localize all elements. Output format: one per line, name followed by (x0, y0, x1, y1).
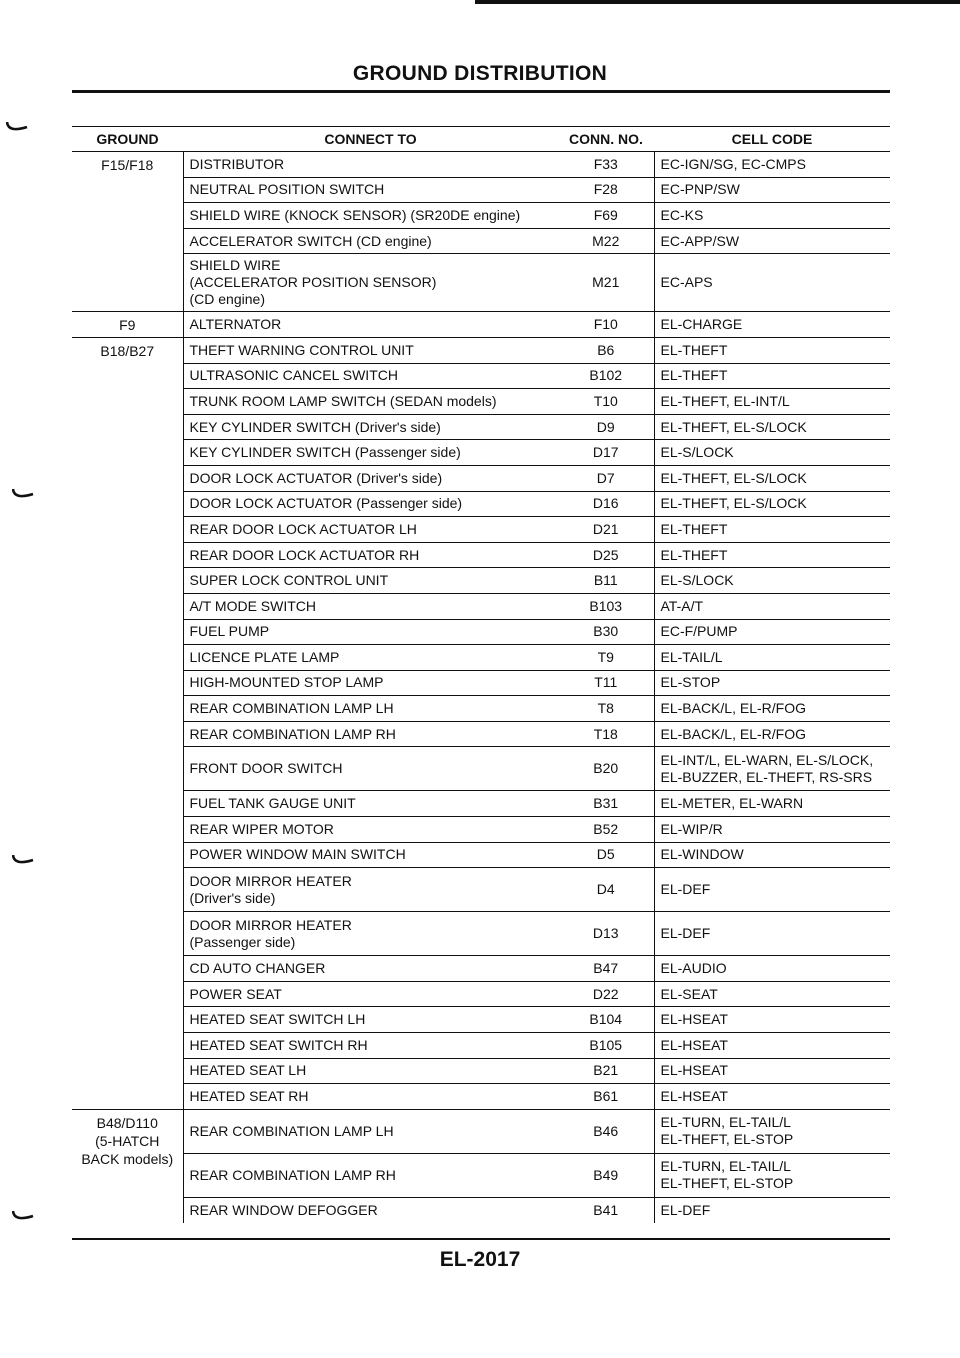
title-rule (72, 90, 890, 93)
connect-to-text: ACCELERATOR SWITCH (CD engine) (189, 232, 432, 249)
table-row (72, 312, 890, 338)
cell-code-cell (654, 817, 890, 843)
conn-no-cell: D17 (558, 440, 654, 466)
connect-to-text: SHIELD WIRE (KNOCK SENSOR) (SR20DE engine) (189, 206, 521, 223)
table-row (72, 1033, 890, 1059)
cell-code-text: EL-THEFT, EL-S/LOCK (660, 469, 807, 486)
table-row (72, 791, 890, 817)
conn-no-cell: T10 (558, 389, 654, 415)
cell-code-text: EL-HSEAT (660, 1011, 728, 1028)
connect-to-cell (183, 817, 558, 843)
conn-no-cell: D7 (558, 465, 654, 491)
cell-code-text: EC-PNP/SW (660, 181, 740, 198)
table-row (72, 337, 890, 363)
connect-to-cell (183, 1007, 558, 1033)
conn-no-cell: F69 (558, 203, 654, 229)
cell-code-cell (654, 312, 890, 338)
cell-code-text: EL-TAIL/L (660, 648, 723, 665)
table-row (72, 1109, 890, 1153)
table-row (72, 721, 890, 747)
connect-to-text: HIGH-MOUNTED STOP LAMP (189, 674, 384, 691)
conn-no-cell: F10 (558, 312, 654, 338)
cell-code-text: EL-THEFT, EL-STOP (660, 1175, 794, 1192)
connect-to-text: DOOR MIRROR HEATER (189, 916, 352, 933)
cell-code-cell (654, 414, 890, 440)
connect-to-cell (183, 1084, 558, 1110)
conn-no-cell: B105 (558, 1033, 654, 1059)
connect-to-cell (183, 152, 558, 178)
cell-code-text: EL-THEFT (660, 341, 728, 358)
connect-to-text: REAR DOOR LOCK ACTUATOR LH (189, 520, 417, 537)
conn-no-cell: B47 (558, 956, 654, 982)
cell-code-text: EL-SEAT (660, 985, 718, 1002)
conn-no-cell: D21 (558, 517, 654, 543)
table-row (72, 842, 890, 868)
connect-to-cell (183, 1197, 558, 1223)
connect-to-text: REAR COMBINATION LAMP RH (189, 1166, 396, 1183)
cell-code-cell (654, 593, 890, 619)
ground-cell (72, 312, 183, 338)
connect-to-cell (183, 1033, 558, 1059)
conn-no-cell: D16 (558, 491, 654, 517)
header-ground: GROUND (72, 127, 183, 152)
connect-to-cell (183, 721, 558, 747)
connect-to-text: HEATED SEAT SWITCH RH (189, 1036, 368, 1053)
connect-to-text: KEY CYLINDER SWITCH (Passenger side) (189, 444, 461, 461)
cell-code-cell (654, 389, 890, 415)
connect-to-text: TRUNK ROOM LAMP SWITCH (SEDAN models) (189, 392, 497, 409)
conn-no-cell: B103 (558, 593, 654, 619)
connect-to-text: (ACCELERATOR POSITION SENSOR) (189, 274, 437, 291)
table-row (72, 868, 890, 912)
table-row (72, 542, 890, 568)
connect-to-text: POWER SEAT (189, 985, 282, 1002)
connect-to-cell (183, 542, 558, 568)
conn-no-cell: B52 (558, 817, 654, 843)
cell-code-text: EL-THEFT (660, 546, 728, 563)
cell-code-cell (654, 619, 890, 645)
table-row (72, 491, 890, 517)
conn-no-cell: B41 (593, 1201, 619, 1218)
connect-to-text: REAR COMBINATION LAMP LH (189, 700, 394, 717)
table-row (72, 152, 890, 178)
cell-code-text: EC-APS (660, 274, 713, 291)
cell-code-text: EC-KS (660, 206, 704, 223)
ground-id: F9 (119, 317, 136, 334)
table-row (72, 228, 890, 254)
table-row (72, 981, 890, 1007)
table-row (72, 465, 890, 491)
conn-no-cell: T18 (558, 721, 654, 747)
conn-no-cell: B11 (558, 568, 654, 594)
cell-code-text: EL-THEFT, EL-S/LOCK (660, 495, 807, 512)
connect-to-text: REAR WIPER MOTOR (189, 820, 334, 837)
connect-to-cell (183, 177, 558, 203)
connect-to-text: REAR DOOR LOCK ACTUATOR RH (189, 546, 420, 563)
table-row (72, 177, 890, 203)
connect-to-text: LICENCE PLATE LAMP (189, 648, 340, 665)
cell-code-cell (654, 645, 890, 671)
cell-code-cell (654, 203, 890, 229)
conn-no-cell: M22 (558, 228, 654, 254)
cell-code-text: EL-DEF (660, 1201, 711, 1218)
cell-code-cell (654, 912, 890, 956)
cell-code-text: EL-TURN, EL-TAIL/L (660, 1114, 791, 1131)
connect-to-text: HEATED SEAT SWITCH LH (189, 1011, 366, 1028)
cell-code-cell (654, 542, 890, 568)
cell-code-cell (654, 1058, 890, 1084)
connect-to-text: DOOR MIRROR HEATER (189, 872, 352, 889)
ground-distribution-table (72, 126, 890, 1223)
connect-to-text: A/T MODE SWITCH (189, 597, 317, 614)
cell-code-cell (654, 868, 890, 912)
connect-to-text: FUEL PUMP (189, 623, 270, 640)
ground-cell (72, 337, 183, 1109)
connect-to-cell (183, 593, 558, 619)
table-row (72, 670, 890, 696)
table-row (72, 747, 890, 791)
connect-to-cell (183, 203, 558, 229)
table-row (72, 912, 890, 956)
connect-to-cell (183, 389, 558, 415)
cell-code-cell (654, 1109, 890, 1153)
cell-code-cell (654, 670, 890, 696)
connect-to-cell (183, 912, 558, 956)
cell-code-text: EL-HSEAT (660, 1088, 728, 1105)
table-row (72, 389, 890, 415)
conn-no-cell: B6 (558, 337, 654, 363)
conn-no-cell: B21 (558, 1058, 654, 1084)
connect-to-cell (183, 337, 558, 363)
ground-id: BACK models) (81, 1150, 174, 1167)
table-row (72, 414, 890, 440)
connect-to-text: ALTERNATOR (189, 316, 282, 333)
table-row (72, 254, 890, 312)
connect-to-text: (Passenger side) (189, 933, 296, 950)
cell-code-text: EL-S/LOCK (660, 572, 734, 589)
connect-to-text: FRONT DOOR SWITCH (189, 760, 343, 777)
cell-code-text: EL-WIP/R (660, 820, 723, 837)
table-row (72, 696, 890, 722)
table-row (72, 203, 890, 229)
table-row (72, 593, 890, 619)
conn-no-cell: D4 (558, 868, 654, 912)
connect-to-cell (183, 568, 558, 594)
connect-to-cell (183, 517, 558, 543)
cell-code-text: EL-DEF (660, 881, 711, 898)
connect-to-text: REAR WINDOW DEFOGGER (189, 1201, 378, 1218)
cell-code-text: EL-DEF (660, 925, 711, 942)
conn-no-cell: F28 (558, 177, 654, 203)
cell-code-text: EL-BACK/L, EL-R/FOG (660, 725, 806, 742)
cell-code-cell (654, 721, 890, 747)
cell-code-cell (654, 981, 890, 1007)
connect-to-cell (183, 956, 558, 982)
table-row (72, 440, 890, 466)
cell-code-text: EL-THEFT (660, 367, 728, 384)
connect-to-text: DISTRIBUTOR (189, 155, 285, 172)
cell-code-cell (654, 842, 890, 868)
cell-code-text: EL-CHARGE (660, 316, 743, 333)
cell-code-text: EL-THEFT, EL-STOP (660, 1131, 794, 1148)
cell-code-text: EL-METER, EL-WARN (660, 795, 804, 812)
connect-to-text: ULTRASONIC CANCEL SWITCH (189, 367, 398, 384)
table-row (72, 363, 890, 389)
cell-code-text: EL-INT/L, EL-WARN, EL-S/LOCK, (660, 751, 874, 768)
connect-to-cell (183, 465, 558, 491)
cell-code-text: EL-THEFT (660, 520, 728, 537)
cell-code-cell (654, 363, 890, 389)
cell-code-cell (654, 465, 890, 491)
table-header-row (72, 127, 890, 152)
connect-to-cell (183, 363, 558, 389)
cell-code-text: EL-TURN, EL-TAIL/L (660, 1158, 791, 1175)
table-row (72, 517, 890, 543)
margin-tick-mark (12, 854, 34, 868)
connect-to-cell (183, 747, 558, 791)
conn-no-cell: T8 (558, 696, 654, 722)
connect-to-cell (183, 1109, 558, 1153)
conn-no-cell: B61 (558, 1084, 654, 1110)
connect-to-text: CD AUTO CHANGER (189, 960, 326, 977)
connect-to-cell (183, 1058, 558, 1084)
page-number: EL-2017 (439, 1248, 521, 1271)
connect-to-text: THEFT WARNING CONTROL UNIT (189, 341, 414, 358)
connect-to-text: FUEL TANK GAUGE UNIT (189, 795, 356, 812)
ground-cell (72, 1109, 183, 1223)
ground-id: B48/D110 (96, 1114, 158, 1131)
table-row (72, 817, 890, 843)
connect-to-text: SUPER LOCK CONTROL UNIT (189, 572, 389, 589)
cell-code-cell (654, 254, 890, 312)
margin-tick-mark (12, 488, 34, 502)
cell-code-cell (654, 696, 890, 722)
cell-code-cell (654, 152, 890, 178)
connect-to-text: KEY CYLINDER SWITCH (Driver's side) (189, 418, 441, 435)
table-row (72, 568, 890, 594)
cell-code-text: EL-THEFT, EL-INT/L (660, 392, 790, 409)
table-row (72, 1058, 890, 1084)
connect-to-cell (183, 645, 558, 671)
cell-code-cell (654, 1007, 890, 1033)
conn-no-cell: B20 (558, 747, 654, 791)
header-conn-no: CONN. NO. (558, 127, 654, 152)
connect-to-text: (CD engine) (189, 291, 265, 308)
table-row (72, 1084, 890, 1110)
cell-code-cell (654, 568, 890, 594)
connect-to-text: DOOR LOCK ACTUATOR (Driver's side) (189, 469, 443, 486)
connect-to-text: (Driver's side) (189, 889, 276, 906)
conn-no-cell: F33 (558, 152, 654, 178)
connect-to-cell (183, 440, 558, 466)
table-row (72, 1153, 890, 1197)
table-row (72, 956, 890, 982)
ground-id: B18/B27 (100, 342, 155, 359)
cell-code-cell (654, 791, 890, 817)
bottom-rule (72, 1238, 890, 1240)
header-cell-code: CELL CODE (654, 127, 890, 152)
conn-no-cell: D5 (558, 842, 654, 868)
conn-no-cell: T9 (558, 645, 654, 671)
connect-to-cell (183, 414, 558, 440)
cell-code-cell (654, 517, 890, 543)
table-row (72, 645, 890, 671)
connect-to-text: DOOR LOCK ACTUATOR (Passenger side) (189, 495, 463, 512)
cell-code-text: EL-S/LOCK (660, 444, 734, 461)
cell-code-cell (654, 1153, 890, 1197)
conn-no-cell: D22 (558, 981, 654, 1007)
connect-to-text: SHIELD WIRE (189, 257, 281, 274)
cell-code-cell (654, 491, 890, 517)
connect-to-cell (183, 228, 558, 254)
conn-no-cell: B102 (558, 363, 654, 389)
table-row (72, 619, 890, 645)
connect-to-text: NEUTRAL POSITION SWITCH (189, 181, 385, 198)
connect-to-cell (183, 312, 558, 338)
cell-code-cell (654, 956, 890, 982)
cell-code-cell (654, 337, 890, 363)
connect-to-text: HEATED SEAT RH (189, 1088, 309, 1105)
table-row (72, 1007, 890, 1033)
cell-code-text: EC-IGN/SG, EC-CMPS (660, 155, 806, 172)
connect-to-cell (183, 670, 558, 696)
cell-code-text: EL-HSEAT (660, 1036, 728, 1053)
margin-tick-mark (6, 121, 28, 135)
connect-to-text: REAR COMBINATION LAMP RH (189, 725, 396, 742)
conn-no-cell: B30 (558, 619, 654, 645)
connect-to-cell (183, 868, 558, 912)
conn-no-cell: M21 (558, 254, 654, 312)
connect-to-cell (183, 696, 558, 722)
table-row (72, 1197, 890, 1223)
cell-code-text: EL-HSEAT (660, 1062, 728, 1079)
connect-to-text: REAR COMBINATION LAMP LH (189, 1122, 394, 1139)
cell-code-cell (654, 747, 890, 791)
cell-code-cell (654, 177, 890, 203)
conn-no-cell: D13 (558, 912, 654, 956)
cell-code-text: EL-BUZZER, EL-THEFT, RS-SRS (660, 768, 873, 785)
ground-id: F15/F18 (101, 157, 154, 173)
cell-code-text: EC-F/PUMP (660, 623, 738, 640)
connect-to-cell (183, 491, 558, 517)
cell-code-text: EL-THEFT, EL-S/LOCK (660, 418, 807, 435)
connect-to-cell (183, 1153, 558, 1197)
conn-no-cell: B49 (558, 1153, 654, 1197)
page-title: GROUND DISTRIBUTION (352, 62, 608, 85)
connect-to-text: POWER WINDOW MAIN SWITCH (189, 846, 406, 863)
conn-no-cell: D9 (558, 414, 654, 440)
connect-to-text: HEATED SEAT LH (189, 1062, 307, 1079)
ground-id: (5-HATCH (95, 1132, 160, 1149)
connect-to-cell (183, 254, 558, 312)
header-connect-to: CONNECT TO (183, 127, 558, 152)
margin-tick-mark (12, 1210, 34, 1224)
cell-code-text: EL-AUDIO (660, 960, 727, 977)
cell-code-text: EL-STOP (660, 674, 721, 691)
cell-code-cell (654, 440, 890, 466)
table-body (72, 152, 890, 1223)
cell-code-cell (654, 1197, 890, 1223)
cell-code-cell (654, 1033, 890, 1059)
conn-no-cell: D25 (558, 542, 654, 568)
conn-no-cell: B31 (558, 791, 654, 817)
cell-code-text: AT-A/T (660, 597, 704, 614)
cell-code-text: EC-APP/SW (660, 232, 740, 249)
cell-code-cell (654, 228, 890, 254)
connect-to-cell (183, 842, 558, 868)
connect-to-cell (183, 791, 558, 817)
connect-to-cell (183, 981, 558, 1007)
ground-cell (72, 152, 183, 312)
connect-to-cell (183, 619, 558, 645)
cell-code-cell (654, 1084, 890, 1110)
cell-code-text: EL-WINDOW (660, 846, 744, 863)
conn-no-cell: B46 (558, 1109, 654, 1153)
top-edge-bar (475, 0, 960, 4)
cell-code-text: EL-BACK/L, EL-R/FOG (660, 700, 806, 717)
conn-no-cell: B104 (558, 1007, 654, 1033)
conn-no-cell: T11 (558, 670, 654, 696)
